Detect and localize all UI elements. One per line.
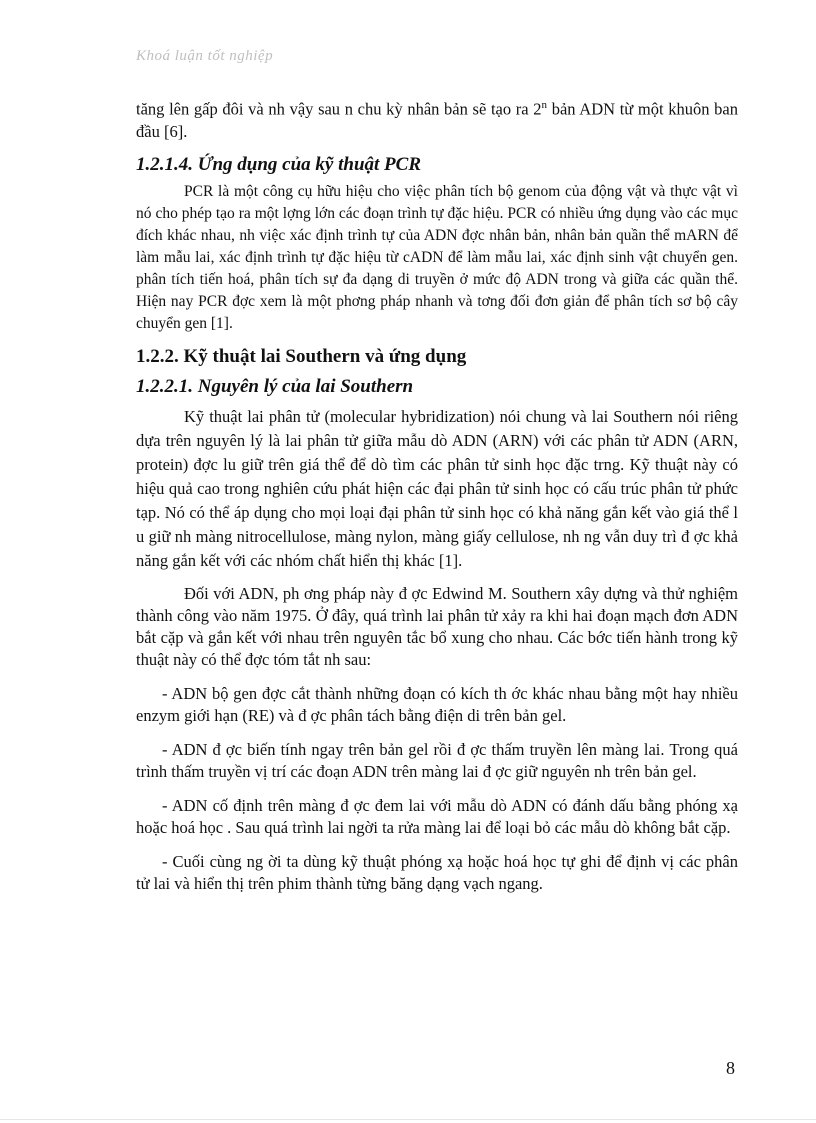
list-item-step-2: - ADN đ ợc biến tính ngay trên bản gel rồi đ ợc thấm truyền lên màng lai. Trong quá trình thấm truyền vị trí các đoạn ADN trên màng lai đ ợc giữ nguyên nh trên bản gel. [136,739,738,781]
page-number: 8 [726,1058,735,1078]
heading-1-2-1-4: 1.2.1.4. Ứng dụng của kỹ thuật PCR [136,153,421,175]
page-content [136,94,738,895]
heading-1-2-2-1: 1.2.2.1. Nguyên lý của lai Southern [136,375,414,397]
paragraph-pcr-applications: PCR là một công cụ hữu hiệu cho việc phân tích bộ genom của động vật và thực vật vì nó cho phép tạo ra một lợng lớn các đoạn trình tự đặc hiệu. PCR có nhiều ứng dụng vào các mục đích khác nhau, nh việc xác định trình tự của ADN đợc nhân bản, nhân bản quần thể mARN để làm mẫu lai, xác định trình tự đặc hiệu từ cADN để làm mẫu lai, xác định sinh vật chuyển gen. phân tích tiến hoá, phân tích sự đa dạng di truyền ở mức độ ADN trong và giữa các quần thể. Hiện nay PCR đợc xem là một phơng pháp nhanh và tơng đối đơn giản để phân tích sơ bộ cây chuyển gen [1]. [136,182,738,332]
list-item-step-4: - Cuối cùng ng ời ta dùng kỹ thuật phóng xạ hoặc hoá học tự ghi để định vị các phân tử lai và hiển thị trên phim thành từng băng dạng vạch ngang. [136,851,738,893]
list-item-step-3: - ADN cố định trên màng đ ợc đem lai với mẫu dò ADN có đánh dấu bằng phóng xạ hoặc hoá học . Sau quá trình lai ngời ta rửa màng lai để loại bỏ các mẫu dò không bắt cặp. [136,795,738,837]
superscript-n: n [541,99,548,111]
paragraph-text: bản ADN từ một khuôn ban đầu [6]. [136,99,738,141]
paragraph-text: tăng lên gấp đôi và nh vậy sau n chu kỳ nhân bản sẽ tạo ra 2 [136,99,542,119]
paragraph-pcr-continuation [136,94,738,143]
running-header: Khoá luận tốt nghiệp [136,48,274,64]
paragraph-southern-method: Đối với ADN, ph ơng pháp này đ ợc Edwind M. Southern xây dựng và thử nghiệm thành công vào năm 1975. Ở đây, quá trình lai phân tử xảy ra khi hai đoạn mạch đơn ADN bắt cặp và gắn kết với nhau trên nguyên tắc bổ xung cho nhau. Các bớc tiến hành trong kỹ thuật này có thể đợc tóm tắt nh sau: [136,583,738,669]
paragraph-hybridization: Kỹ thuật lai phân tử (molecular hybridization) nói chung và lai Southern nói riêng dựa trên nguyên lý là lai phân tử giữa mẫu dò ADN (ARN) với các phân tử ADN (ARN, protein) đợc lu giữ trên giá thể để dò tìm các phân tử sinh học đặc trng. Kỹ thuật này có hiệu quả cao trong nghiên cứu phát hiện các đại phân tử sinh học có cấu trúc phân tử phức tạp. Nó có thể áp dụng cho mọi loại đại phân tử sinh học có khả năng gắn kết vào giá thể l u giữ nh màng nitrocellulose, màng nylon, màng giấy cellulose, nh ng vẫn duy trì đ ợc khả năng gắn kết với các nhóm chất hiển thị khác [1]. [136,406,738,570]
heading-1-2-2: 1.2.2. Kỹ thuật lai Southern và ứng dụng [136,345,467,367]
list-item-step-1: - ADN bộ gen đợc cắt thành những đoạn có kích th ớc khác nhau bằng một hay nhiều enzym giới hạn (RE) và đ ợc phân tách bằng điện di trên bản gel. [136,683,738,725]
bottom-divider [0,1119,816,1120]
